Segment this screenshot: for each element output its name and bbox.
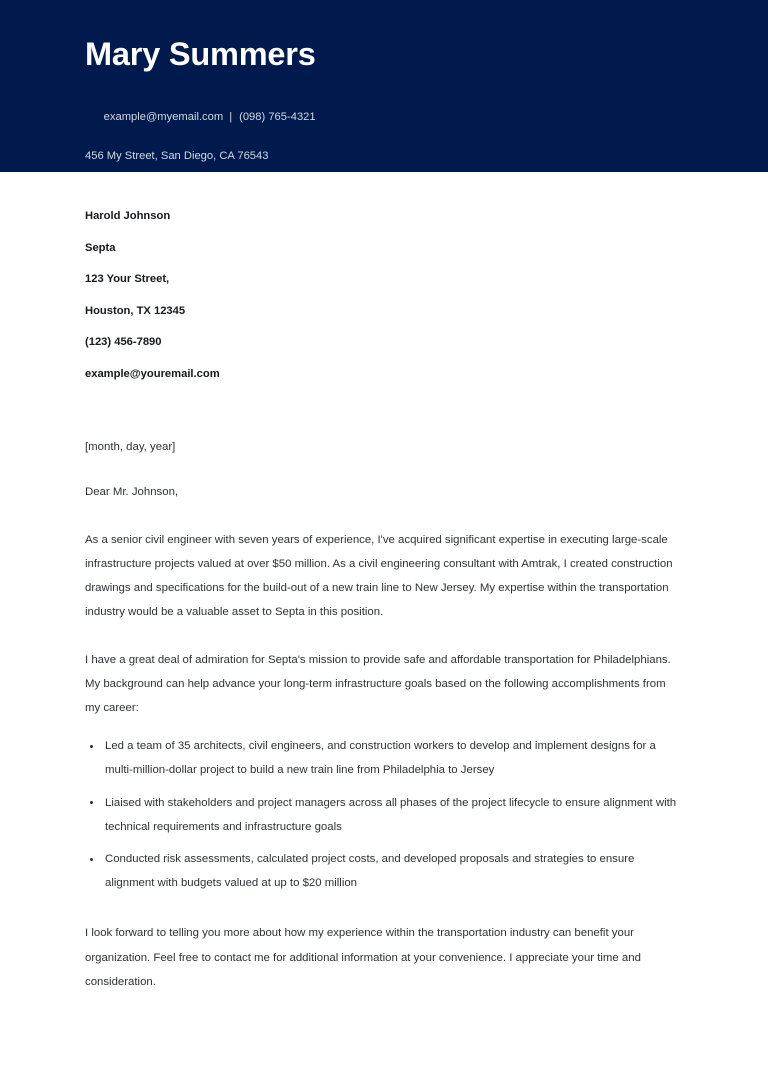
recipient-name: Harold Johnson [85,210,171,222]
sender-contact-line [85,71,768,135]
recipient-address-block [85,172,683,380]
letter-salutation: Dear Mr. Johnson, [85,486,179,499]
letter-paragraph-1: As a senior civil engineer with seven years of experience, I've acquired significant expertise in executing large-scale infrastructure projects valued at over $50 million. As a civil engineering consultant with Amtrak, I created construction drawings and specifications for the build-out of a new train line to New Jersey. My expertise within the transportation industry would be a valuable asset to Septa in this position. [85,533,673,619]
letter-header [0,0,768,172]
list-item [85,791,683,839]
recipient-street: 123 Your Street, [85,273,170,285]
recipient-city: Houston, TX 12345 [85,304,186,317]
recipient-phone: (123) 456-7890 [85,336,162,348]
sender-address: 456 My Street, San Diego, CA 76543 [85,150,269,163]
bullet-icon [90,801,93,804]
letter-closing-paragraph: I look forward to telling you more about how my experience within the transportation industry can benefit your organization. Feel free to contact me for additional information at your convenience. I appreciate your time and consideration. [85,927,641,988]
recipient-email: example@youremail.com [85,367,220,380]
sender-name: Mary Summers [85,36,316,72]
recipient-company: Septa [85,241,116,254]
list-item [85,847,683,895]
letter-body [0,172,768,994]
list-item-text: Liaised with stakeholders and project managers across all phases of the project lifecycle to ensure alignment with technical requirements and infrastructure goals [105,796,677,833]
contact-separator: | [229,110,233,123]
sender-phone: (098) 765-4321 [239,110,316,123]
letter-date: [month, day, year] [85,441,176,453]
list-item [85,734,683,782]
bullet-icon [90,745,93,748]
list-item-text: Conducted risk assessments, calculated project costs, and developed proposals and strategies to ensure alignment with budgets valued at up to $20 million [105,853,635,890]
letter-paragraph-2: I have a great deal of admiration for Septa's mission to provide safe and affordable transportation for Philadelphians. My background can help advance your long-term infrastructure goals based on the following accomplishments from my career: [85,653,671,715]
accomplishments-list [85,720,683,895]
list-item-text: Led a team of 35 architects, civil engineers, and construction workers to develop and implement designs for a multi-million-dollar project to build a new train line from Philadelphia to Jersey [105,740,656,777]
sender-email: example@myemail.com [103,110,224,123]
bullet-icon [90,858,93,861]
